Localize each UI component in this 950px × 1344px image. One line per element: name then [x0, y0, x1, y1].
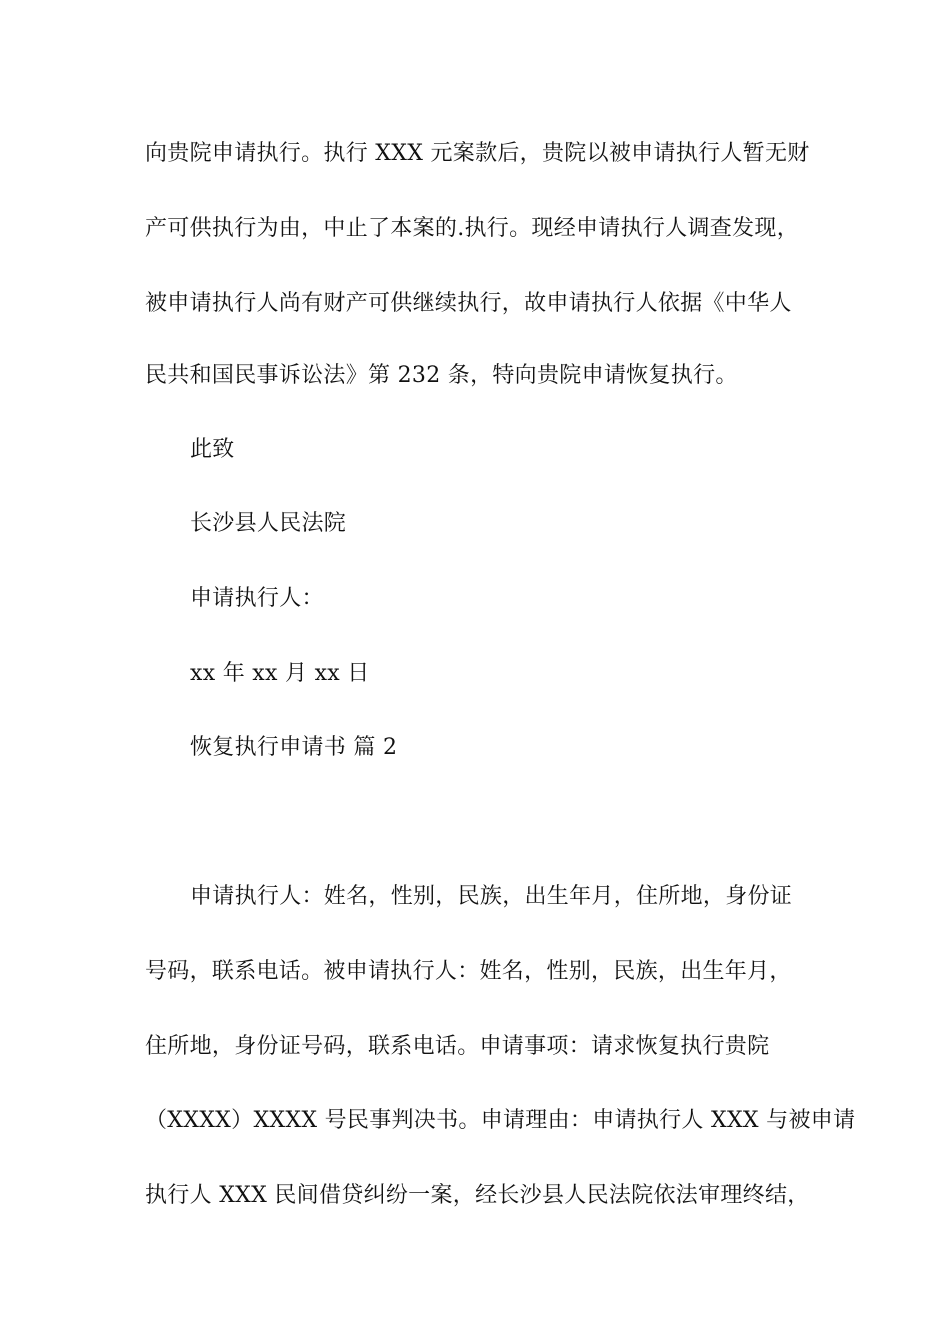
- paragraph-1-line-4: 民共和国民事诉讼法》第 232 条，特向贵院申请恢复执行。: [145, 363, 738, 388]
- paragraph-1-line-3: 被申请执行人尚有财产可供继续执行，故申请执行人依据《中华人: [145, 291, 792, 316]
- court-name: 长沙县人民法院: [190, 511, 347, 536]
- paragraph-1-line-2: 产可供执行为由，中止了本案的.执行。现经申请执行人调查发现，: [145, 216, 799, 241]
- paragraph-2-line-1: 申请执行人：姓名，性别，民族，出生年月，住所地，身份证: [190, 884, 793, 909]
- section-title: 恢复执行申请书 篇 2: [190, 735, 398, 760]
- applicant-signature: 申请执行人：: [190, 586, 324, 611]
- paragraph-2-line-3: 住所地，身份证号码，联系电话。申请事项：请求恢复执行贵院: [145, 1034, 770, 1059]
- paragraph-1-line-1: 向贵院申请执行。执行 XXX 元案款后，贵院以被申请执行人暂无财: [145, 141, 810, 166]
- date-line: xx 年 xx 月 xx 日: [190, 661, 370, 686]
- paragraph-2-line-4: （XXXX）XXXX 号民事判决书。申请理由：申请执行人 XXX 与被申请: [145, 1108, 856, 1133]
- paragraph-2-line-5: 执行人 XXX 民间借贷纠纷一案，经长沙县人民法院依法审理终结，: [145, 1183, 810, 1208]
- closing-text: 此致: [190, 437, 235, 462]
- paragraph-2-line-2: 号码，联系电话。被申请执行人：姓名，性别，民族，出生年月，: [145, 959, 792, 984]
